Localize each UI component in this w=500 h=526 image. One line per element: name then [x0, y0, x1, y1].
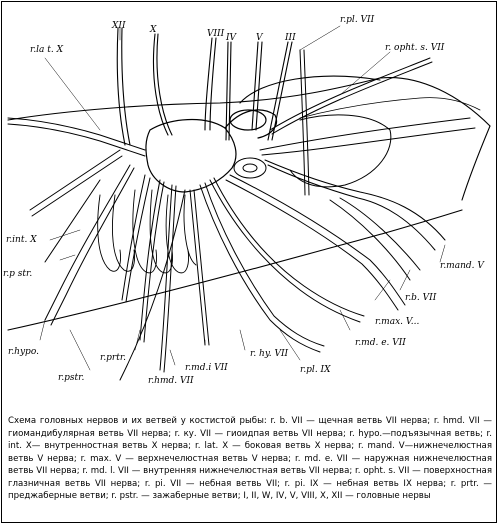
label-nerve-viii: VIII — [207, 29, 225, 39]
label-r-pl-vii-top: r.pl. VII — [340, 15, 375, 25]
gill-arch-loops — [98, 190, 196, 273]
label-r-md-e-vii: r.md. e. VII — [355, 338, 406, 348]
label-r-pstr: r.pstr. — [58, 373, 85, 383]
label-r-max-v: r.max. V... — [375, 317, 420, 327]
label-r-md-i-vii: r.md.i VII — [185, 363, 228, 373]
label-r-int-x: r.int. X — [6, 235, 37, 245]
label-r-prtr: r.prtr. — [100, 353, 127, 363]
label-r-opht-s-vii: r. opht. s. VII — [385, 43, 445, 53]
label-r-lat-x: r.la t. X — [30, 45, 64, 55]
lateral-line-nerve — [8, 118, 145, 156]
label-nerve-v: V — [256, 33, 263, 43]
label-r-hmd-vii: r.hmd. VII — [148, 376, 194, 386]
label-nerve-iii: III — [285, 33, 296, 43]
label-r-hypo: r.hypo. — [8, 347, 39, 357]
label-r-mand-v: r.mand. V — [440, 261, 484, 271]
label-nerve-iv: IV — [226, 33, 237, 43]
label-nerve-xii: XII — [112, 21, 126, 31]
label-r-b-vii: r.b. VII — [405, 293, 437, 303]
gill-branches — [30, 150, 364, 380]
label-nerve-x: X — [150, 25, 157, 35]
label-r-pl-ix: r.pl. IX — [300, 365, 331, 375]
head-outline — [8, 76, 490, 330]
label-r-hy-vii: r. hy. VII — [250, 349, 289, 359]
figure-caption: Схема головных нервов и их ветвей у костистой рыбы: r. b. VII — щечная ветвь VII нерва; r. hmd. VII — гиомандибулярная ветвь VII нерва; r. ку. VII — гиоидпая ветвь VII нерва; r. hypo.—подъязычная ветвь; r. int. X— внутренностная ветвь X нерва; r. lat. X — боковая ветвь X нерва; r. mand. V—нижнечелюстная ветвь V нерва; r. max. V — верхнечелюстная ветвь V нерва; r. md. e. VII — наружная нижнечелюстная ветвь VII нерва; r. md. l. VII — внутренняя нижнечелюстная ветвь VII нерва; r. opht. s. VII — поверхностная глазничная ветвь VII нерва; r. pi. VII — небная ветвь VII; r. pi. IX — небная ветвь IX нерва; r. prtr. — преджаберные ветви; r. pstr. — зажаберные ветви; I, II, W, IV, V, VIII, X, XII — головные нервы — [8, 416, 492, 501]
label-r-p-str: r.p str. — [3, 269, 33, 279]
eye-orbit — [234, 115, 391, 187]
